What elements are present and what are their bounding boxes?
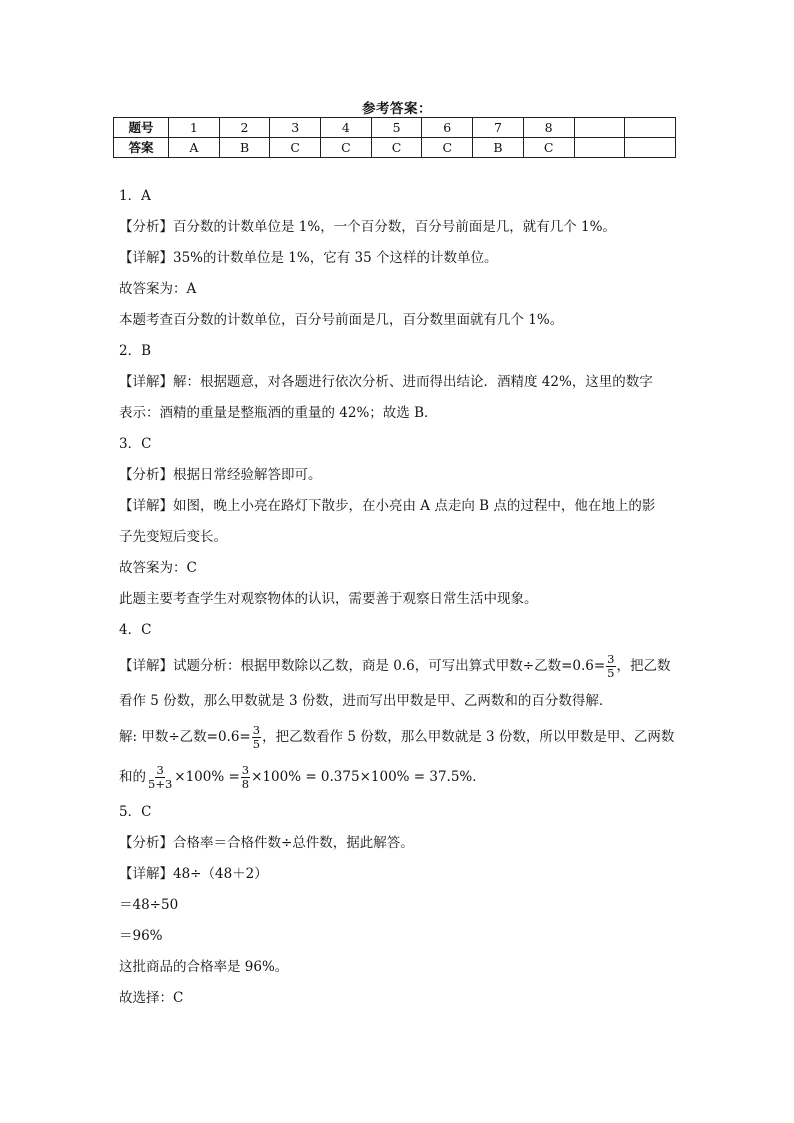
table-cell: C: [270, 138, 321, 158]
table-cell: C: [523, 138, 574, 158]
detail-tag: 【详解】: [119, 250, 173, 266]
table-cell: B: [219, 138, 270, 158]
q3-header: 3．C: [119, 436, 152, 452]
formula-mid: ×100% =: [174, 769, 240, 785]
row-label-answer: 答案: [114, 138, 169, 158]
solution-text: 解: 甲数÷乙数=0.6=: [119, 729, 251, 745]
fraction-numerator: 3: [241, 763, 250, 777]
fraction-numerator: 3: [156, 763, 164, 777]
q5-answer: 故选择：C: [119, 990, 184, 1006]
table-cell: C: [422, 138, 473, 158]
table-cell: [574, 118, 625, 138]
table-cell: 6: [422, 118, 473, 138]
table-cell: 5: [371, 118, 422, 138]
detail-text: 如图，晚上小亮在路灯下散步，在小亮由 A 点走向 B 点的过程中，他在地上的影: [173, 498, 656, 514]
answer-key-title: 参考答案：: [362, 101, 432, 117]
table-cell: 7: [473, 118, 524, 138]
q1-header: 1．A: [119, 188, 151, 204]
q5-calc-step2: ＝48÷50: [119, 897, 179, 913]
table-cell: C: [321, 138, 372, 158]
table-cell: B: [473, 138, 524, 158]
detail-tag: 【详解】: [119, 658, 173, 674]
fraction-denominator: 5+3: [148, 777, 173, 791]
analysis-text: 根据日常经验解答即可。: [173, 467, 322, 483]
q5-analysis: [119, 828, 689, 859]
fraction-denominator: 8: [241, 777, 250, 791]
q2-detail-cont: 表示：酒精的重量是整瓶酒的重量的 42%；故选 B．: [119, 405, 438, 421]
q5-detail: [119, 859, 689, 890]
question-number-row: [114, 118, 676, 138]
q4-detail: [119, 646, 689, 686]
fraction-three-eighths: [241, 764, 250, 791]
q4-solution: [119, 717, 689, 757]
fraction-three-fifths: [606, 653, 615, 680]
table-cell: [625, 118, 676, 138]
analysis-tag: 【分析】: [119, 835, 173, 851]
fraction-denominator: 5: [607, 666, 615, 680]
row-label-number: 题号: [114, 118, 169, 138]
q2-header: 2．B: [119, 343, 152, 359]
fraction-three-over-five-plus-three: [147, 764, 173, 791]
formula-prefix: 和的: [119, 769, 146, 785]
table-cell: 1: [169, 118, 220, 138]
q3-analysis: [119, 460, 689, 491]
q3-detail-cont: 子先变短后变长。: [119, 529, 227, 545]
analysis-tag: 【分析】: [119, 467, 173, 483]
q1-note: 本题考查百分数的计数单位，百分号前面是几，百分数里面就有几个 1%。: [119, 312, 564, 328]
solution-text-cont: ，把乙数看作 5 份数，那么甲数就是 3 份数，所以甲数是甲、乙两数: [262, 729, 675, 745]
q3-answer: 故答案为：C: [119, 560, 197, 576]
q1-analysis: [119, 212, 689, 243]
detail-tag: 【详解】: [119, 374, 173, 390]
detail-tag: 【详解】: [119, 498, 173, 514]
answer-table: [113, 117, 676, 158]
q1-answer: 故答案为：A: [119, 281, 197, 297]
table-cell: 8: [523, 118, 574, 138]
fraction-three-fifths: [252, 724, 261, 751]
q3-detail: [119, 491, 689, 522]
table-cell: 4: [321, 118, 372, 138]
answer-row: [114, 138, 676, 158]
detail-text-cont: ，把乙数: [616, 658, 671, 674]
q4-solution-formula: [119, 757, 689, 797]
table-cell: [574, 138, 625, 158]
table-cell: [625, 138, 676, 158]
table-cell: 3: [270, 118, 321, 138]
table-cell: C: [371, 138, 422, 158]
detail-text: 48÷（48＋2）: [173, 866, 268, 882]
table-cell: A: [169, 138, 220, 158]
detail-tag: 【详解】: [119, 866, 173, 882]
q4-detail-line2: 看作 5 份数，那么甲数就是 3 份数，进而写出甲数是甲、乙两数和的百分数得解．: [119, 693, 613, 709]
detail-text: 解：根据题意，对各题进行依次分析、进而得出结论．酒精度 42%，这里的数字: [173, 374, 653, 390]
fraction-numerator: 3: [252, 723, 261, 737]
table-cell: 2: [219, 118, 270, 138]
q1-detail: [119, 243, 689, 274]
solutions-body: [119, 181, 689, 1014]
analysis-tag: 【分析】: [119, 219, 173, 235]
analysis-text: 百分数的计数单位是 1%，一个百分数，百分号前面是几，就有几个 1%。: [173, 219, 616, 235]
detail-text: 试题分析：根据甲数除以乙数，商是 0.6，可写出算式甲数÷乙数=0.6=: [173, 658, 606, 674]
fraction-numerator: 3: [607, 652, 615, 666]
detail-text: 35%的计数单位是 1%，它有 35 个这样的计数单位。: [173, 250, 498, 266]
q5-header: 5．C: [119, 804, 152, 820]
fraction-denominator: 5: [252, 737, 261, 751]
q2-detail: [119, 367, 689, 398]
formula-end: ×100% = 0.375×100% = 37.5%．: [251, 769, 486, 785]
q3-note: 此题主要考查学生对观察物体的认识，需要善于观察日常生活中现象。: [119, 591, 538, 607]
q5-conclusion: 这批商品的合格率是 96%。: [119, 959, 289, 975]
q5-calc-step3: ＝96%: [119, 928, 163, 944]
q4-header: 4．C: [119, 622, 152, 638]
analysis-text: 合格率＝合格件数÷总件数，据此解答。: [173, 835, 414, 851]
